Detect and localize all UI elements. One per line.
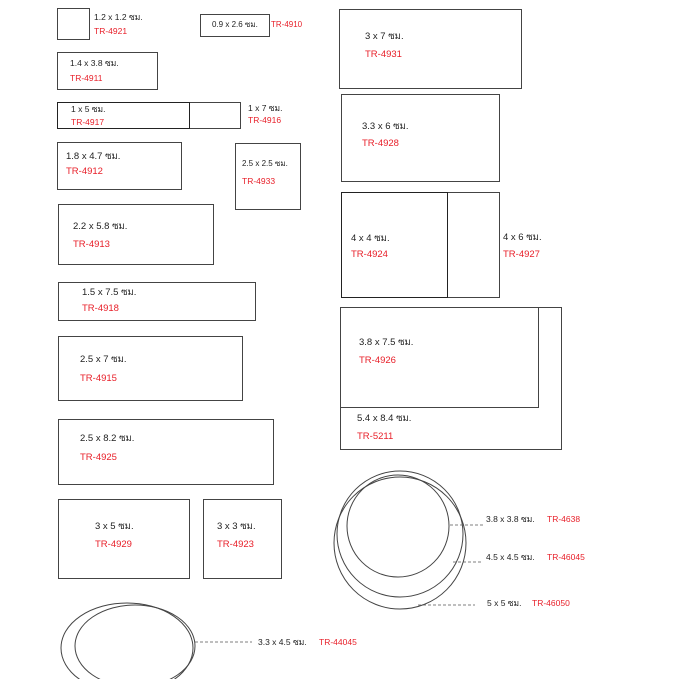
product-code: TR-4918: [82, 303, 119, 314]
product-code: TR-4924: [351, 249, 388, 260]
product-code: TR-46050: [532, 598, 570, 608]
size-label: 5.4 x 8.4 ซม.: [357, 413, 412, 424]
size-label: 0.9 x 2.6 ซม.: [212, 20, 258, 29]
size-label: 1 x 7 ซม.: [248, 103, 283, 113]
product-code: TR-4910: [271, 20, 303, 29]
product-code: TR-4923: [217, 539, 254, 550]
size-label: 1.2 x 1.2 ซม.: [94, 12, 143, 22]
circle-outline-tr-4638: [347, 475, 449, 577]
size-label: 5 x 5 ซม.: [487, 598, 522, 608]
product-code: TR-4913: [73, 239, 110, 250]
product-code: TR-4921: [94, 26, 128, 36]
size-label: 4 x 4 ซม.: [351, 233, 390, 244]
product-code: TR-4916: [248, 115, 282, 125]
product-code: TR-4926: [359, 355, 396, 366]
product-code: TR-4933: [242, 176, 276, 186]
size-label: 1.5 x 7.5 ซม.: [82, 287, 137, 298]
size-label: 3 x 3 ซม.: [217, 521, 256, 532]
size-label: 3 x 5 ซม.: [95, 521, 134, 532]
product-code: TR-4927: [503, 249, 540, 260]
size-label: 3.8 x 3.8 ซม.: [486, 514, 535, 524]
product-code: TR-4915: [80, 373, 117, 384]
product-code: TR-4928: [362, 138, 399, 149]
product-code: TR-46045: [547, 552, 585, 562]
product-code: TR-5211: [357, 431, 394, 442]
size-label: 2.5 x 8.2 ซม.: [80, 433, 135, 444]
size-label: 4.5 x 4.5 ซม.: [486, 552, 535, 562]
size-label: 1.8 x 4.7 ซม.: [66, 151, 121, 162]
product-code: TR-4929: [95, 539, 132, 550]
size-label: 3.8 x 7.5 ซม.: [359, 337, 414, 348]
size-label: 1.4 x 3.8 ซม.: [70, 58, 119, 68]
product-code: TR-4925: [80, 452, 117, 463]
size-label: 4 x 6 ซม.: [503, 232, 542, 243]
size-label: 3 x 7 ซม.: [365, 31, 404, 42]
size-label: 2.5 x 7 ซม.: [80, 354, 127, 365]
size-label: 1 x 5 ซม.: [71, 104, 106, 114]
circle-outline-tr-46045: [337, 471, 463, 597]
product-code: TR-4931: [365, 49, 402, 60]
product-code: TR-44045: [319, 637, 357, 647]
product-code: TR-4917: [71, 117, 105, 127]
size-label: 3.3 x 6 ซม.: [362, 121, 409, 132]
product-code: TR-4912: [66, 166, 103, 177]
product-code: TR-4911: [70, 73, 103, 83]
size-label: 3.3 x 4.5 ซม.: [258, 637, 307, 647]
size-label: 2.2 x 5.8 ซม.: [73, 221, 128, 232]
size-label: 2.5 x 2.5 ซม.: [242, 159, 288, 168]
oval-outline-tr-44045-inner: [75, 605, 195, 679]
product-code: TR-4638: [547, 514, 581, 524]
